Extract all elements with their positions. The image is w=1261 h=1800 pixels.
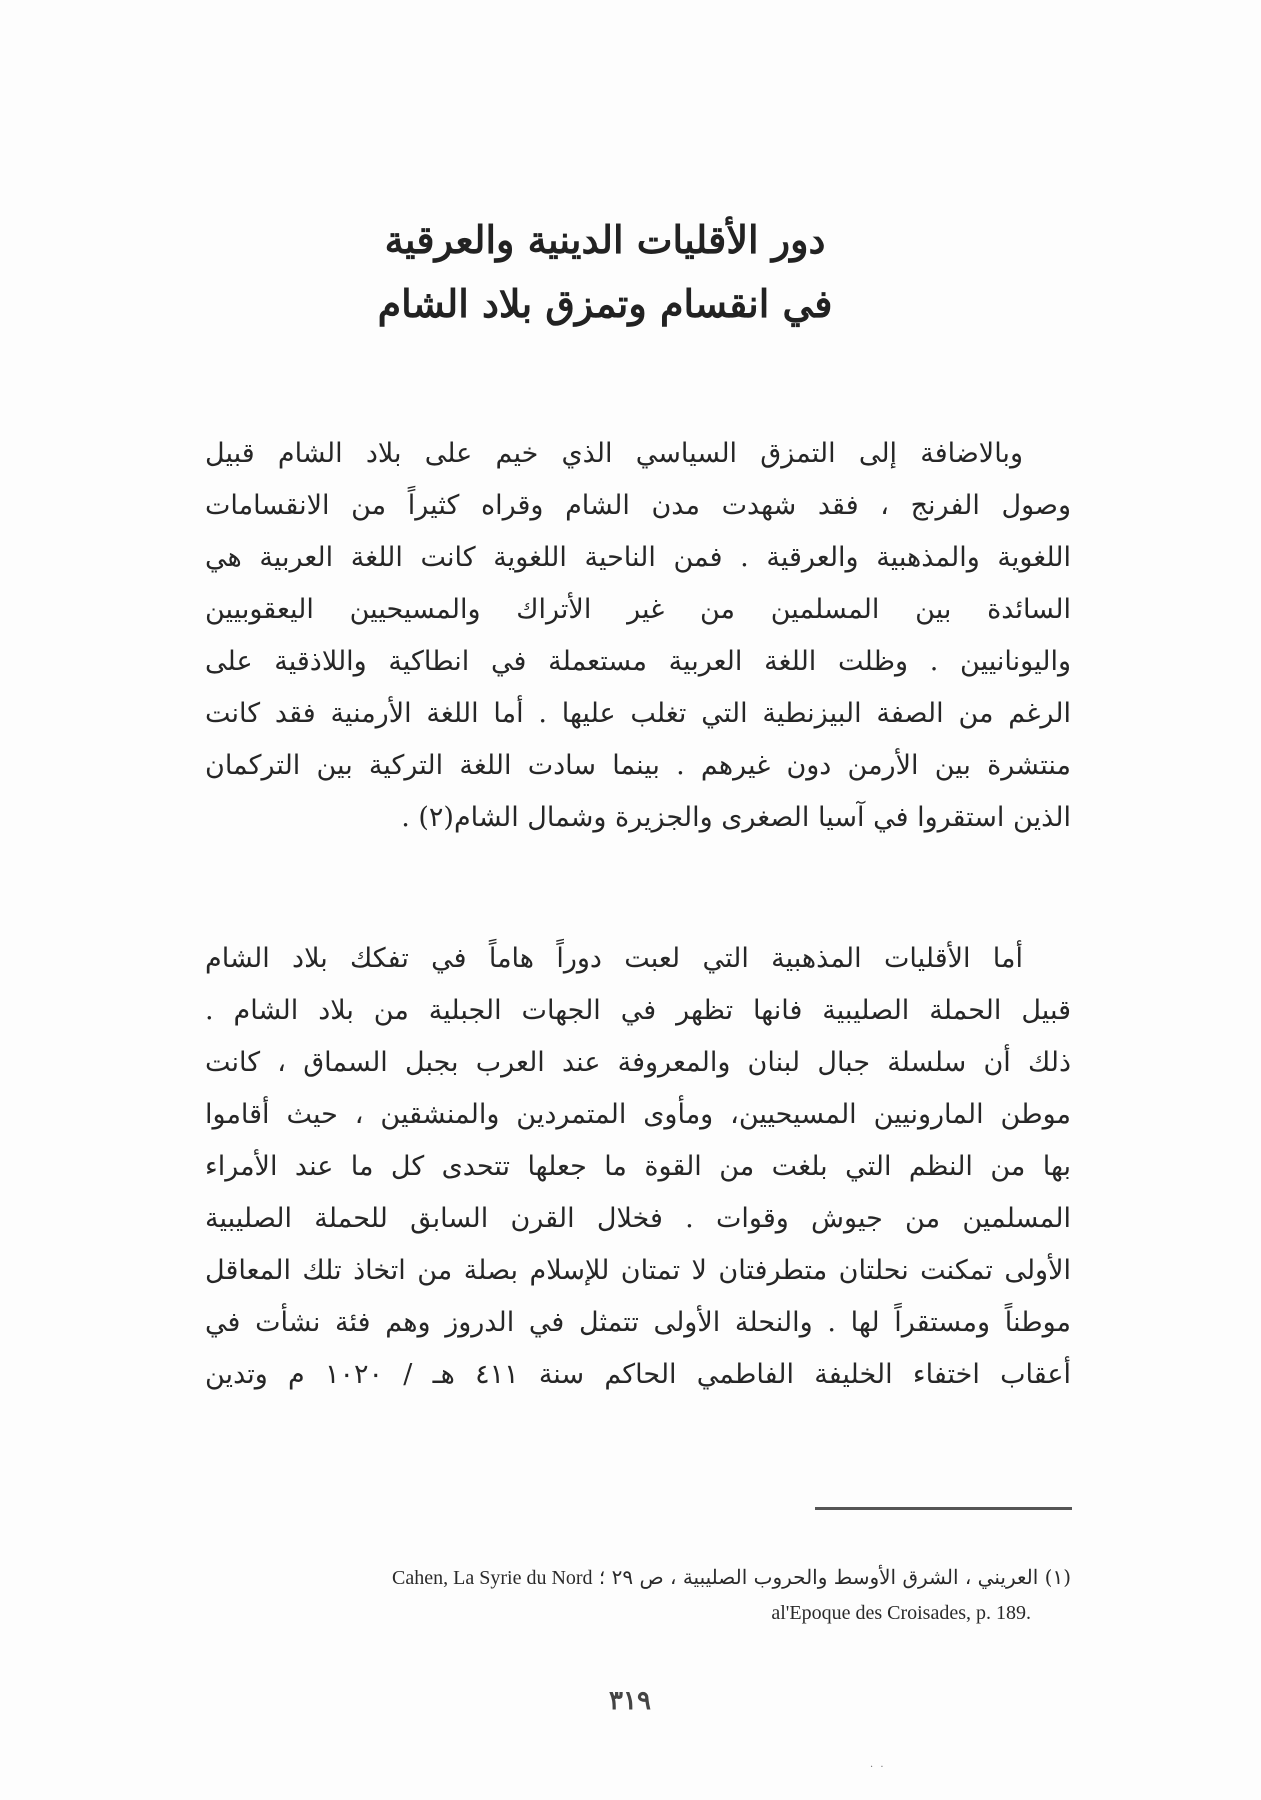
footnote-latin-text-1: Cahen, La Syrie du Nord: [392, 1567, 593, 1589]
footnote-line-2: [205, 1595, 1071, 1630]
footnote-line-1: [205, 1560, 1071, 1595]
scan-speck-decoration: · ·: [870, 1762, 886, 1773]
text-line: ذلك أن سلسلة جبال لبنان والمعروفة عند العرب بجبل السماق ، كانت: [205, 1047, 1071, 1078]
paragraph-2: [205, 933, 1071, 1401]
text-line: الأولى تمكنت نحلتان متطرفتان لا تمتان للإسلام بصلة من اتخاذ تلك المعاقل: [205, 1255, 1071, 1286]
text-line: أما الأقليات المذهبية التي لعبت دوراً هاماً في تفكك بلاد الشام: [205, 943, 1023, 974]
footnote-separator: [815, 1507, 1072, 1510]
paragraph-1: [205, 428, 1071, 844]
footnote-latin-text-2: al'Epoque des Croisades, p. 189.: [771, 1602, 1031, 1624]
text-line: موطن المارونيين المسيحيين، ومأوى المتمردين والمنشقين ، حيث أقاموا: [205, 1099, 1071, 1130]
text-line: الرغم من الصفة البيزنطية التي تغلب عليها . أما اللغة الأرمنية فقد كانت: [205, 698, 1071, 729]
text-line: وبالاضافة إلى التمزق السياسي الذي خيم على بلاد الشام قبيل: [205, 438, 1023, 469]
text-line: الذين استقروا في آسيا الصغرى والجزيرة وشمال الشام(٢) .: [401, 802, 1071, 833]
text-line: أعقاب اختفاء الخليفة الفاطمي الحاكم سنة ٤١١ هـ / ١٠٢٠ م وتدين: [205, 1359, 1071, 1390]
text-line: بها من النظم التي بلغت من القوة ما جعلها تتحدى كل ما عند الأمراء: [205, 1151, 1071, 1182]
text-line: السائدة بين المسلمين من غير الأتراك والمسيحيين اليعقوبيين: [205, 594, 1071, 625]
text-line: المسلمين من جيوش وقوات . فخلال القرن السابق للحملة الصليبية: [205, 1203, 1071, 1234]
footnote-arabic-text: (١) العريني ، الشرق الأوسط والحروب الصليبية ، ص ٢٩ ؛: [598, 1565, 1071, 1589]
chapter-title: [300, 208, 910, 336]
text-line: منتشرة بين الأرمن دون غيرهم . بينما سادت اللغة التركية بين التركمان: [205, 750, 1071, 781]
text-line: اللغوية والمذهبية والعرقية . فمن الناحية اللغوية كانت اللغة العربية هي: [205, 542, 1071, 573]
footnote: [205, 1560, 1071, 1630]
page-number: ٣١٩: [609, 1686, 651, 1716]
text-line: موطناً ومستقراً لها . والنحلة الأولى تتمثل في الدروز وهم فئة نشأت في: [205, 1307, 1071, 1338]
chapter-title-line-1: دور الأقليات الدينية والعرقية: [384, 217, 826, 262]
chapter-title-line-2: في انقسام وتمزق بلاد الشام: [377, 281, 833, 326]
text-line: قبيل الحملة الصليبية فانها تظهر في الجهات الجبلية من بلاد الشام .: [205, 995, 1071, 1026]
text-line: واليونانيين . وظلت اللغة العربية مستعملة في انطاكية واللاذقية على: [205, 646, 1071, 677]
text-line: وصول الفرنج ، فقد شهدت مدن الشام وقراه كثيراً من الانقسامات: [205, 490, 1071, 521]
